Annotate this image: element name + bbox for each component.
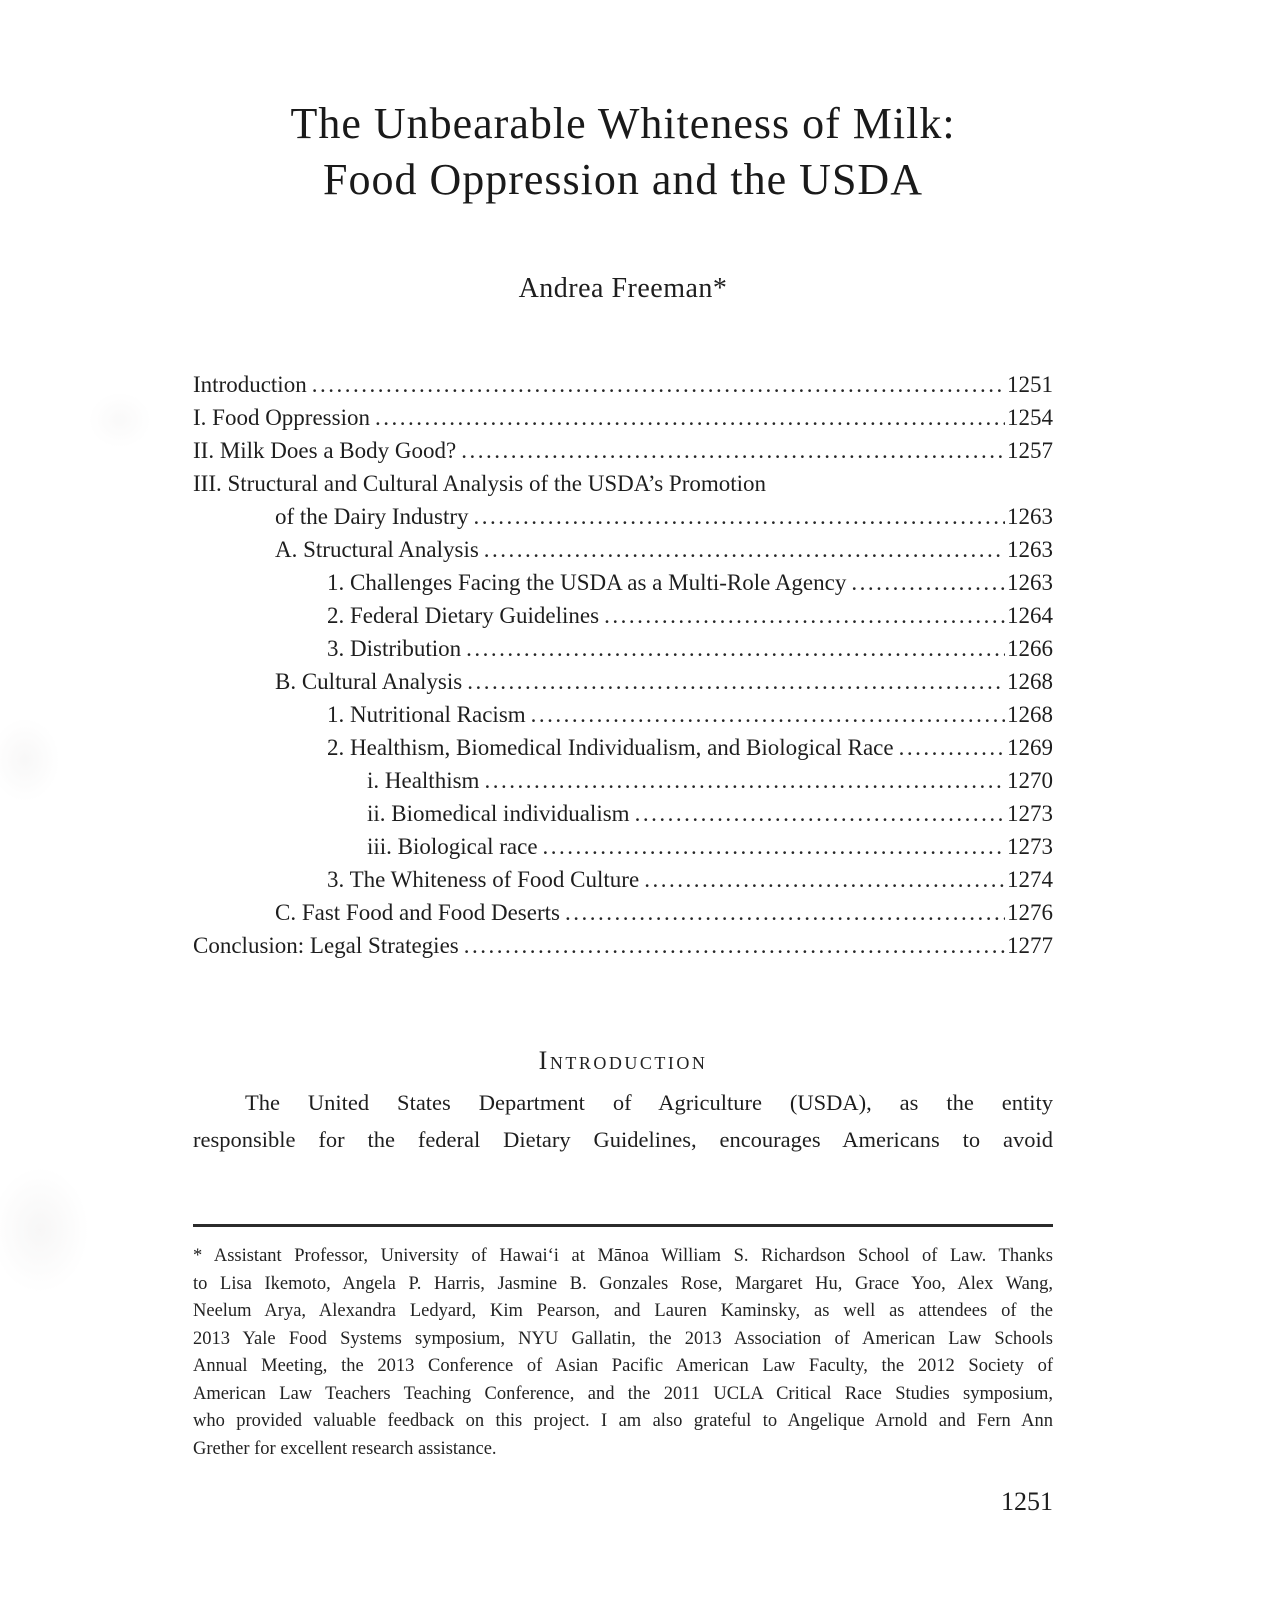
toc-page-number: 1254 [1007, 405, 1053, 430]
toc-entry [193, 566, 1053, 599]
toc-entry-label: 2. Healthism, Biomedical Individualism, and Biological Race [327, 735, 894, 760]
toc-entry-label: Introduction [193, 372, 307, 397]
introduction-paragraph [193, 1084, 1053, 1158]
article-title [193, 96, 1053, 208]
toc-page-number: 1273 [1007, 801, 1053, 826]
toc-dot-leader [543, 830, 1005, 863]
article-title-line-2: Food Oppression and the USDA [323, 155, 923, 204]
toc-entry-label: I. Food Oppression [193, 405, 370, 430]
toc-page-number: 1266 [1007, 636, 1053, 661]
toc-entry-label: III. Structural and Cultural Analysis of the USDA’s Promotion [193, 471, 767, 496]
toc-entry [193, 434, 1053, 467]
toc-page-number: 1251 [1007, 372, 1053, 397]
toc-entry [193, 929, 1053, 962]
toc-dot-leader [461, 434, 1005, 467]
toc-entry [193, 896, 1053, 929]
toc-entry-label: B. Cultural Analysis [275, 669, 463, 694]
toc-page-number: 1276 [1007, 900, 1053, 925]
toc-entry-label: 1. Nutritional Racism [327, 702, 526, 727]
toc-page-number: 1257 [1007, 438, 1053, 463]
footnote-line: 2013 Yale Food Systems symposium, NYU Gallatin, the 2013 Association of American Law Schools [193, 1328, 1053, 1349]
toc-entry-label: 1. Challenges Facing the USDA as a Multi-Role Agency [327, 570, 847, 595]
footnote-line: Neelum Arya, Alexandra Ledyard, Kim Pearson, and Lauren Kaminsky, as well as attendees of the [193, 1301, 1053, 1321]
toc-entry [193, 764, 1053, 797]
footnote-separator-rule [193, 1224, 1053, 1227]
paragraph-line: responsible for the federal Dietary Guidelines, encourages Americans to avoid [193, 1127, 1053, 1152]
toc-dot-leader [531, 698, 1005, 731]
toc-dot-leader [464, 929, 1005, 962]
toc-entry [193, 863, 1053, 896]
footnote-text [193, 1243, 1053, 1463]
toc-dot-leader [474, 500, 1005, 533]
toc-entry-label: C. Fast Food and Food Deserts [275, 900, 560, 925]
toc-dot-leader [644, 863, 1005, 896]
toc-page-number: 1273 [1007, 834, 1053, 859]
toc-entry-label: 3. The Whiteness of Food Culture [327, 867, 640, 892]
toc-dot-leader [851, 566, 1005, 599]
toc-page-number: 1263 [1007, 504, 1053, 529]
toc-page-number: 1274 [1007, 867, 1053, 892]
toc-dot-leader [604, 599, 1005, 632]
article-title-line-1: The Unbearable Whiteness of Milk: [290, 99, 956, 148]
toc-dot-leader [484, 764, 1005, 797]
toc-dot-leader [484, 533, 1005, 566]
toc-entry [193, 500, 1053, 533]
footnote-line: American Law Teachers Teaching Conference, and the 2011 UCLA Critical Race Studies symposium, [193, 1383, 1053, 1404]
toc-entry [193, 599, 1053, 632]
toc-entry [193, 533, 1053, 566]
toc-dot-leader [467, 665, 1005, 698]
footnote-line: who provided valuable feedback on this project. I am also grateful to Angelique Arnold and Fern Ann [193, 1411, 1053, 1431]
toc-dot-leader [899, 731, 1005, 764]
toc-entry [193, 698, 1053, 731]
footnote-line: Annual Meeting, the 2013 Conference of Asian Pacific American Law Faculty, the 2012 Society of [193, 1356, 1053, 1376]
toc-entry-label: A. Structural Analysis [275, 537, 479, 562]
footnote-line: Grether for excellent research assistance. [193, 1438, 497, 1459]
toc-entry [193, 830, 1053, 863]
toc-entry-label: i. Healthism [367, 768, 480, 793]
article-author: Andrea Freeman* [518, 273, 728, 304]
toc-entry [193, 797, 1053, 830]
toc-entry-label: of the Dairy Industry [275, 504, 469, 529]
toc-dot-leader [466, 632, 1005, 665]
toc-entry [193, 731, 1053, 764]
paragraph-line: The United States Department of Agriculture (USDA), as the entity [245, 1090, 1053, 1115]
toc-entry [193, 401, 1053, 434]
footnote-line: to Lisa Ikemoto, Angela P. Harris, Jasmine B. Gonzales Rose, Margaret Hu, Grace Yoo, Alex Wang, [193, 1273, 1053, 1294]
toc-entry-label: 3. Distribution [327, 636, 462, 661]
toc-page-number: 1264 [1007, 603, 1053, 628]
toc-page-number: 1277 [1007, 933, 1053, 958]
toc-entry-label: iii. Biological race [367, 834, 538, 859]
toc-page-number: 1263 [1007, 537, 1053, 562]
toc-page-number: 1263 [1007, 570, 1053, 595]
toc-entry-label: Conclusion: Legal Strategies [193, 933, 459, 958]
toc-entry-label: II. Milk Does a Body Good? [193, 438, 457, 463]
toc-entry-label: ii. Biomedical individualism [367, 801, 630, 826]
toc-page-number: 1269 [1007, 735, 1053, 760]
toc-page-number: 1270 [1007, 768, 1053, 793]
toc-dot-leader [312, 368, 1005, 401]
toc-entry [193, 467, 1053, 500]
toc-page-number: 1268 [1007, 702, 1053, 727]
footnote-line: * Assistant Professor, University of Hawai‘i at Mānoa William S. Richardson School of Law. Thanks [193, 1246, 1053, 1266]
table-of-contents [193, 368, 1053, 962]
toc-dot-leader [565, 896, 1005, 929]
page-number: 1251 [1001, 1487, 1053, 1516]
toc-entry [193, 368, 1053, 401]
toc-entry [193, 665, 1053, 698]
toc-dot-leader [635, 797, 1005, 830]
toc-dot-leader [375, 401, 1005, 434]
toc-entry-label: 2. Federal Dietary Guidelines [327, 603, 600, 628]
toc-page-number: 1268 [1007, 669, 1053, 694]
toc-entry [193, 632, 1053, 665]
introduction-heading: Introduction [538, 1046, 708, 1075]
